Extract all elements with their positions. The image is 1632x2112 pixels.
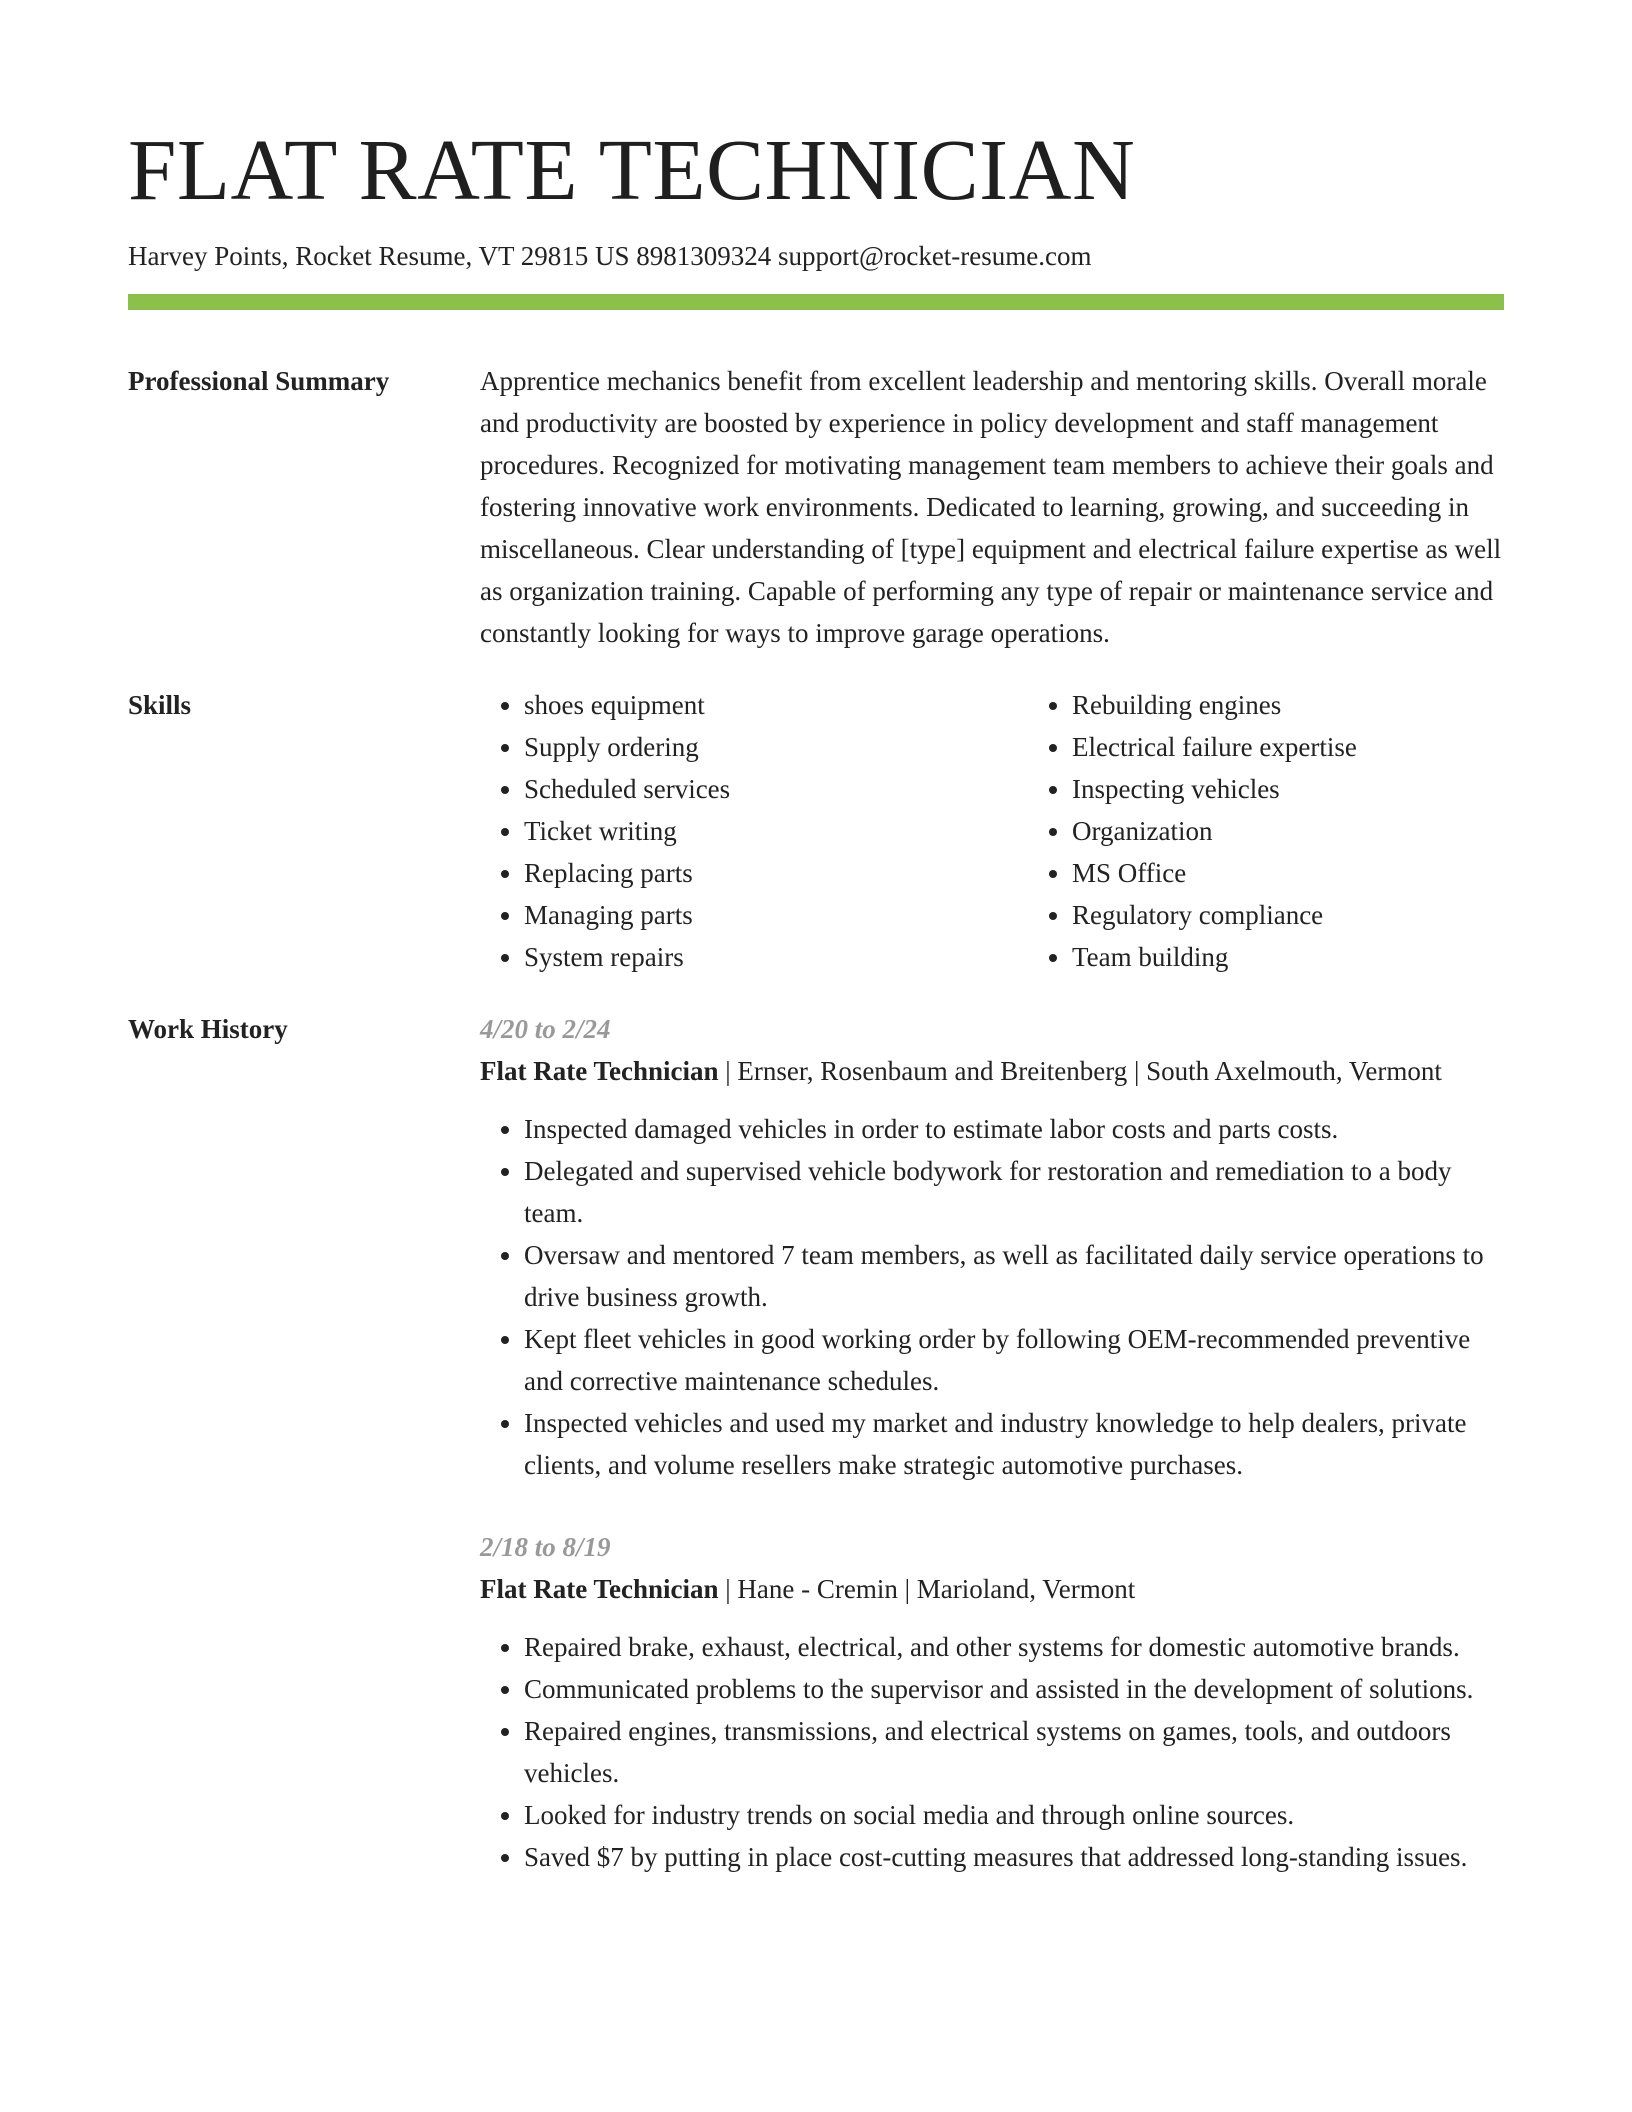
job-details: | Ernser, Rosenbaum and Breitenberg | South Axelmouth, Vermont — [718, 1056, 1442, 1086]
work-history-section — [128, 1008, 1504, 1878]
contact-line: Harvey Points, Rocket Resume, VT 29815 US 8981309324 support@rocket-resume.com — [128, 241, 1092, 271]
summary-text: Apprentice mechanics benefit from excellent leadership and mentoring skills. Overall morale and productivity are boosted by experience in policy development and staff management procedures. Recognized for motivating management team members to achieve their goals and fostering innovative work environments. Dedicated to learning, growing, and succeeding in miscellaneous. Clear understanding of [type] equipment and electrical failure expertise as well as organization training. Capable of performing any type of repair or maintenance service and constantly looking for ways to improve garage operations. — [480, 366, 1502, 648]
skill-item: • MS Office — [1072, 852, 1576, 894]
accent-divider — [128, 294, 1504, 310]
skill-item: • Managing parts — [524, 894, 1028, 936]
job-entry — [480, 1008, 1504, 1486]
job-details: | Hane - Cremin | Marioland, Vermont — [718, 1574, 1136, 1604]
job-bullet: • Oversaw and mentored 7 team members, as well as facilitated daily service operations to drive business growth. — [524, 1234, 1504, 1318]
skills-section — [128, 684, 1504, 978]
skill-item: • Replacing parts — [524, 852, 1028, 894]
job-heading — [480, 1050, 1504, 1092]
job-role: Flat Rate Technician — [480, 1056, 719, 1086]
job-bullet: • Inspected damaged vehicles in order to estimate labor costs and parts costs. — [524, 1108, 1504, 1150]
job-heading — [480, 1568, 1504, 1610]
job-entry — [480, 1526, 1504, 1878]
resume-page — [128, 118, 1504, 1878]
section-title-summary: Professional Summary — [128, 366, 390, 396]
skill-item: • Regulatory compliance — [1072, 894, 1576, 936]
section-title-work: Work History — [128, 1014, 288, 1044]
work-history-body — [480, 1008, 1504, 1878]
skill-item: • Rebuilding engines — [1072, 684, 1576, 726]
job-bullet: • Repaired brake, exhaust, electrical, and other systems for domestic automotive brands. — [524, 1626, 1504, 1668]
skill-item: • Ticket writing — [524, 810, 1028, 852]
skill-item: • Electrical failure expertise — [1072, 726, 1576, 768]
skills-list-right — [1028, 684, 1576, 978]
section-title-skills: Skills — [128, 690, 192, 720]
job-bullets — [480, 1108, 1504, 1486]
skill-item: • Scheduled services — [524, 768, 1028, 810]
job-bullet: • Inspected vehicles and used my market and industry knowledge to help dealers, private clients, and volume resellers make strategic automotive purchases. — [524, 1402, 1504, 1486]
skill-item: • Inspecting vehicles — [1072, 768, 1576, 810]
skill-item: • Organization — [1072, 810, 1576, 852]
job-bullet: • Saved $7 by putting in place cost-cutting measures that addressed long-standing issues. — [524, 1836, 1504, 1878]
resume-name: FLAT RATE TECHNICIAN — [128, 121, 1136, 218]
skill-item: • System repairs — [524, 936, 1028, 978]
job-bullets — [480, 1626, 1504, 1878]
job-bullet: • Looked for industry trends on social media and through online sources. — [524, 1794, 1504, 1836]
skills-grid — [480, 684, 1576, 978]
job-dates: 2/18 to 8/19 — [480, 1532, 611, 1562]
job-bullet: • Communicated problems to the supervisor and assisted in the development of solutions. — [524, 1668, 1504, 1710]
job-role: Flat Rate Technician — [480, 1574, 719, 1604]
summary-section — [128, 360, 1504, 654]
job-bullet: • Delegated and supervised vehicle bodywork for restoration and remediation to a body team. — [524, 1150, 1504, 1234]
skill-item: • shoes equipment — [524, 684, 1028, 726]
skill-item: • Team building — [1072, 936, 1576, 978]
job-dates: 4/20 to 2/24 — [480, 1014, 611, 1044]
job-bullet: • Repaired engines, transmissions, and electrical systems on games, tools, and outdoors vehicles. — [524, 1710, 1504, 1794]
skill-item: • Supply ordering — [524, 726, 1028, 768]
job-bullet: • Kept fleet vehicles in good working order by following OEM-recommended preventive and corrective maintenance schedules. — [524, 1318, 1504, 1402]
skills-list-left — [480, 684, 1028, 978]
